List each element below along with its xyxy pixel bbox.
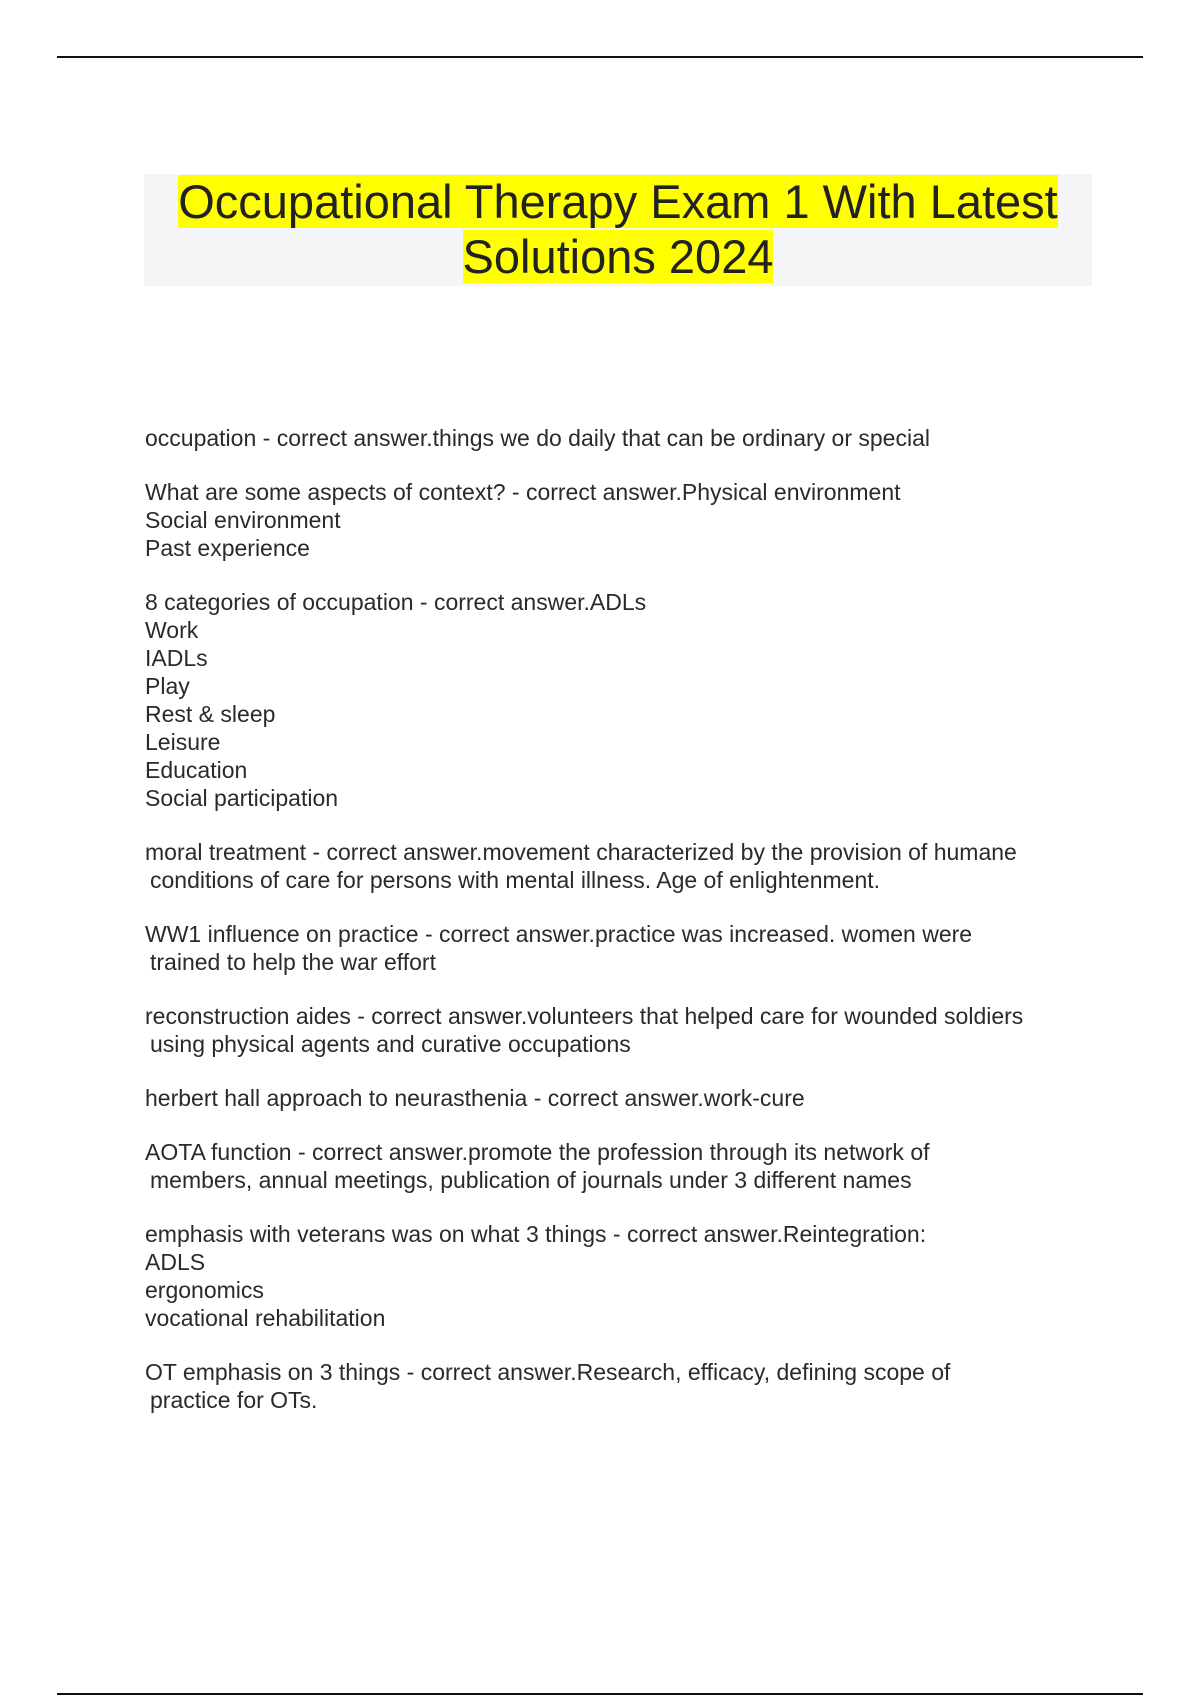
qa-answer-line: Play	[145, 673, 190, 699]
qa-question: WW1 influence on practice - correct answer.practice was increased. women were	[145, 921, 973, 947]
qa-continuation-line: using physical agents and curative occupations	[150, 1031, 631, 1057]
qa-question: 8 categories of occupation - correct answer.ADLs	[145, 589, 647, 615]
qa-continuation-line: conditions of care for persons with mental illness. Age of enlightenment.	[150, 867, 881, 893]
qa-answer-line: Education	[145, 757, 248, 783]
bottom-rule	[57, 1693, 1143, 1695]
qa-entry	[145, 588, 1095, 812]
qa-entry	[145, 1138, 1095, 1194]
title-box	[144, 174, 1092, 286]
qa-answer-line: IADLs	[145, 645, 208, 671]
qa-question: emphasis with veterans was on what 3 things - correct answer.Reintegration:	[145, 1221, 927, 1247]
qa-continuation-line: members, annual meetings, publication of journals under 3 different names	[150, 1167, 912, 1193]
qa-entry	[145, 920, 1095, 976]
qa-entry	[145, 838, 1095, 894]
qa-question: herbert hall approach to neurasthenia - correct answer.work-cure	[145, 1085, 805, 1111]
qa-question: What are some aspects of context? - correct answer.Physical environment	[145, 479, 901, 505]
qa-entry	[145, 1220, 1095, 1332]
qa-entry	[145, 1002, 1095, 1058]
document-title: Occupational Therapy Exam 1 With Latest Solutions 2024	[178, 175, 1058, 283]
qa-answer-line: Rest & sleep	[145, 701, 276, 727]
qa-entry	[145, 1084, 1095, 1112]
qa-question: reconstruction aides - correct answer.volunteers that helped care for wounded soldiers	[145, 1003, 1024, 1029]
qa-answer-line: Past experience	[145, 535, 310, 561]
qa-answer-line: ADLS	[145, 1249, 206, 1275]
qa-continuation-line: trained to help the war effort	[150, 949, 436, 975]
qa-continuation-line: practice for OTs.	[150, 1387, 318, 1413]
qa-answer-line: ergonomics	[145, 1277, 264, 1303]
qa-question: occupation - correct answer.things we do daily that can be ordinary or special	[145, 425, 930, 451]
qa-entry	[145, 1358, 1095, 1414]
qa-answer-line: Work	[145, 617, 199, 643]
qa-list	[145, 424, 1095, 1440]
qa-entry	[145, 478, 1095, 562]
qa-question: AOTA function - correct answer.promote the profession through its network of	[145, 1139, 930, 1165]
qa-question: moral treatment - correct answer.movement characterized by the provision of humane	[145, 839, 1017, 865]
qa-entry	[145, 424, 1095, 452]
qa-answer-line: vocational rehabilitation	[145, 1305, 386, 1331]
qa-answer-line: Leisure	[145, 729, 221, 755]
qa-answer-line: Social participation	[145, 785, 339, 811]
qa-answer-line: Social environment	[145, 507, 341, 533]
top-rule	[57, 56, 1143, 58]
qa-question: OT emphasis on 3 things - correct answer.Research, efficacy, defining scope of	[145, 1359, 951, 1385]
